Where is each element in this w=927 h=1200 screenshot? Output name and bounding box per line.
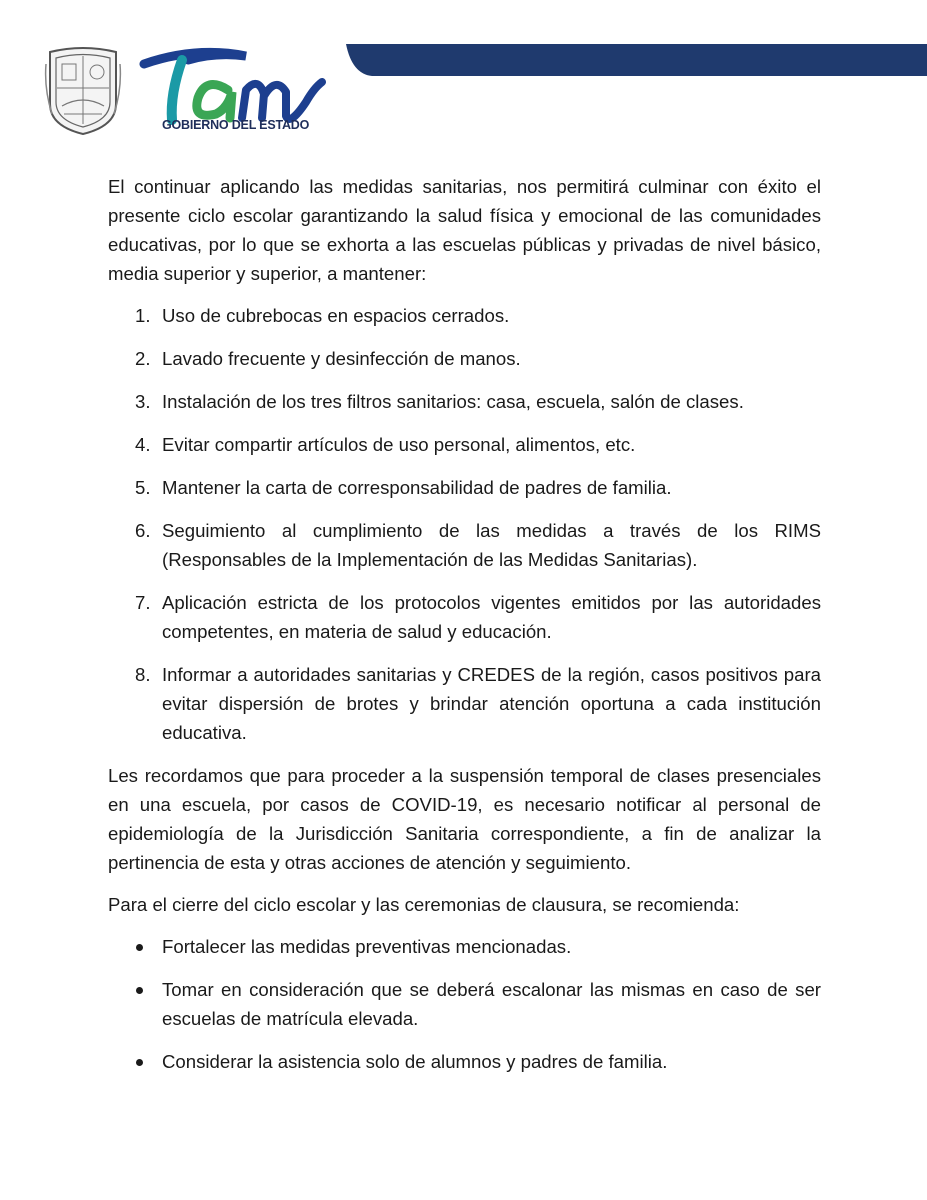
reminder-paragraph: Les recordamos que para proceder a la suspensión temporal de clases presenciales en una escuela, por casos de COVID-19, es necesario notificar al personal de epidemiología de la Jurisdicción Sanitaria correspondiente, a fin de analizar la pertinencia de esta y otras acciones de atención y seguimiento. xyxy=(108,765,821,873)
list-item xyxy=(108,660,821,747)
document-body xyxy=(108,172,821,1090)
list-item xyxy=(108,516,821,574)
list-number: 7. xyxy=(135,592,151,613)
list-item-text: Mantener la carta de corresponsabilidad de padres de familia. xyxy=(162,477,672,498)
logo-subtitle: GOBIERNO DEL ESTADO xyxy=(162,118,310,132)
list-item-text: Evitar compartir artículos de uso personal, alimentos, etc. xyxy=(162,434,636,455)
measures-list xyxy=(108,301,821,747)
list-item xyxy=(108,975,821,1033)
list-number: 2. xyxy=(135,348,151,369)
bullet-icon xyxy=(136,987,143,994)
list-item-text: Seguimiento al cumplimiento de las medidas a través de los RIMS (Responsables de la Implementación de las Medidas Sanitarias). xyxy=(162,520,821,570)
list-item xyxy=(108,588,821,646)
state-coat-of-arms-icon xyxy=(44,44,122,136)
list-number: 3. xyxy=(135,391,151,412)
list-item-text: Fortalecer las medidas preventivas mencionadas. xyxy=(162,936,572,957)
list-number: 1. xyxy=(135,305,151,326)
list-number: 4. xyxy=(135,434,151,455)
list-item-text: Informar a autoridades sanitarias y CREDES de la región, casos positivos para evitar dispersión de brotes y brindar atención oportuna a cada institución educativa. xyxy=(162,664,821,743)
list-item-text: Aplicación estricta de los protocolos vigentes emitidos por las autoridades competentes, en materia de salud y educación. xyxy=(162,592,821,642)
list-item xyxy=(108,387,821,416)
list-item-text: Tomar en consideración que se deberá escalonar las mismas en caso de ser escuelas de matrícula elevada. xyxy=(162,979,821,1029)
list-item xyxy=(108,473,821,502)
bullet-icon xyxy=(136,944,143,951)
list-item-text: Uso de cubrebocas en espacios cerrados. xyxy=(162,305,510,326)
intro-paragraph: El continuar aplicando las medidas sanitarias, nos permitirá culminar con éxito el presente ciclo escolar garantizando la salud física y emocional de las comunidades educativas, por lo que se exhorta a las escuelas públicas y privadas de nivel básico, media superior y superior, a mantener: xyxy=(108,176,821,284)
list-number: 8. xyxy=(135,664,151,685)
list-item xyxy=(108,301,821,330)
list-item-text: Instalación de los tres filtros sanitarios: casa, escuela, salón de clases. xyxy=(162,391,744,412)
header-band xyxy=(346,44,927,76)
recommendations-list xyxy=(108,932,821,1076)
closing-paragraph: Para el cierre del ciclo escolar y las ceremonias de clausura, se recomienda: xyxy=(108,894,740,915)
list-item xyxy=(108,932,821,961)
list-item-text: Considerar la asistencia solo de alumnos y padres de familia. xyxy=(162,1051,668,1072)
list-item xyxy=(108,344,821,373)
list-number: 6. xyxy=(135,520,151,541)
list-item-text: Lavado frecuente y desinfección de manos. xyxy=(162,348,521,369)
list-item xyxy=(108,430,821,459)
list-number: 5. xyxy=(135,477,151,498)
letterhead xyxy=(0,0,927,150)
bullet-icon xyxy=(136,1059,143,1066)
list-item xyxy=(108,1047,821,1076)
